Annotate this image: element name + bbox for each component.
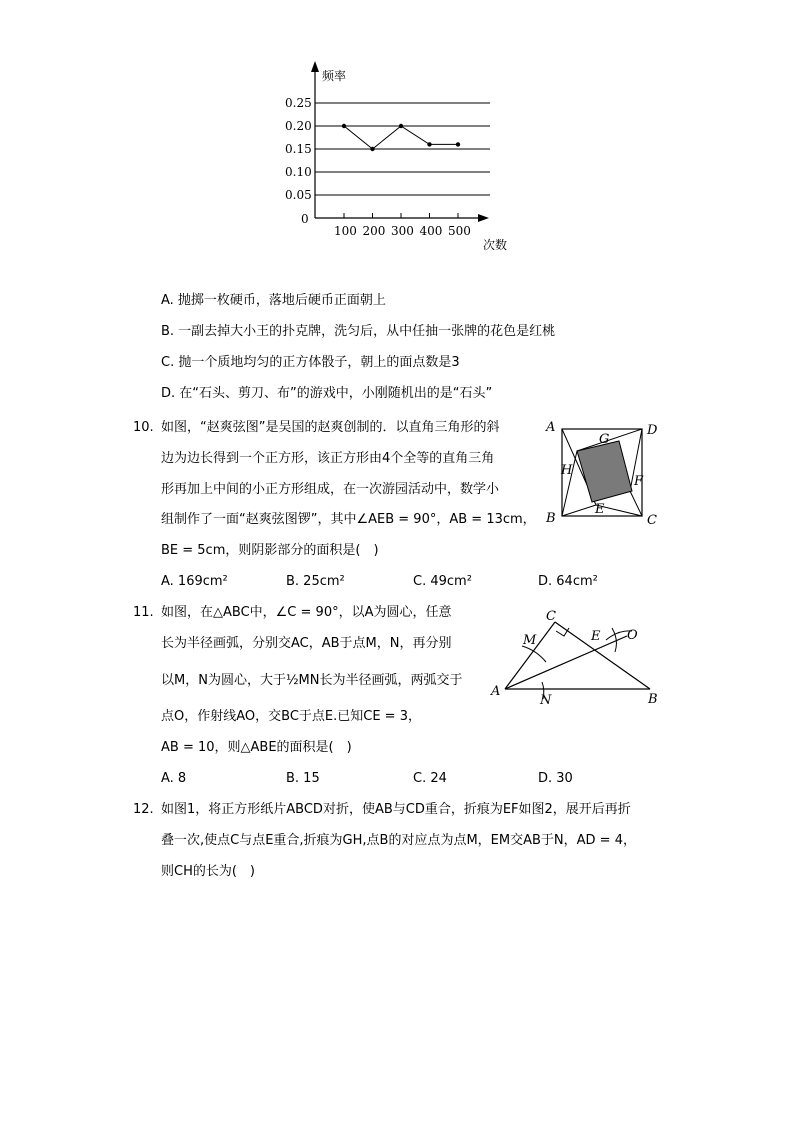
q10-text-line: 边为边长得到一个正方形，该正方形由4个全等的直角三角 (161, 451, 495, 466)
q12-text-line: 叠一次,使点C与点E重合,折痕为GH,点B的对应点为点M，EM交AB于N，AD = 4， (161, 833, 636, 848)
q11-number: 11. (133, 605, 154, 620)
q11-text-line: 如图，在△ABC中，∠C = 90°，以A为圆心，任意 (161, 605, 452, 620)
q9-option-b: B. 一副去掉大小王的扑克牌，洗匀后，从中任抽一张牌的花色是红桃 (161, 324, 556, 339)
q10-number: 10. (133, 420, 154, 435)
shaded-square (577, 441, 632, 502)
triangle-figure (485, 600, 665, 710)
x-tick-label: 500 (448, 224, 471, 238)
q10-option-c: C. 49cm² (413, 574, 472, 589)
label-o: O (627, 628, 638, 643)
y-tick-label: 0 (301, 212, 309, 226)
q12-text-line: 则CH的长为( ) (161, 864, 255, 879)
label-m: M (523, 633, 537, 648)
x-axis-label: 次数 (483, 238, 508, 252)
q11-text-line: 以M，N为圆心，大于½MN长为半径画弧，两弧交于 (161, 673, 463, 688)
x-axis-arrow (478, 214, 489, 222)
q10-option-d: D. 64cm² (538, 574, 598, 589)
q11-option-d: D. 30 (538, 771, 573, 786)
q9-option-a: A. 抛掷一枚硬币，落地后硬币正面朝上 (161, 293, 386, 308)
label-c: C (647, 513, 657, 528)
label-g: G (599, 432, 610, 447)
data-point (456, 142, 460, 146)
label-e: E (595, 502, 605, 517)
label-d: D (647, 423, 658, 438)
q12-text-line: 如图1，将正方形纸片ABCD对折，使AB与CD重合，折痕为EF如图2，展开后再折 (161, 802, 631, 817)
label-a: A (546, 420, 556, 435)
y-tick-label: 0.20 (285, 119, 312, 133)
data-point (342, 124, 346, 128)
data-point (370, 147, 374, 151)
q11-text-line: AB = 10，则△ABE的面积是( ) (161, 740, 352, 755)
q9-option-c: C. 抛一个质地均匀的正方体骰子，朝上的面点数是3 (161, 355, 460, 370)
q11-option-c: C. 24 (413, 771, 447, 786)
zhao-shuang-figure (540, 415, 665, 530)
q11-option-a: A. 8 (161, 771, 187, 786)
q12-number: 12. (133, 802, 154, 817)
y-axis-label: 频率 (322, 69, 347, 83)
q10-option-b: B. 25cm² (286, 574, 345, 589)
x-tick-label: 300 (391, 224, 414, 238)
label-n: N (540, 693, 552, 708)
q10-option-a: A. 169cm² (161, 574, 228, 589)
label-f: F (634, 474, 644, 489)
q10-text-line: 组制作了一面“赵爽弦图锣”，其中∠AEB = 90°，AB = 13cm， (161, 512, 536, 527)
label-h: H (561, 463, 573, 478)
data-point (427, 142, 431, 146)
q11-text-line: 长为半径画弧，分别交AC，AB于点M，N，再分别 (161, 636, 452, 651)
x-tick-label: 100 (334, 224, 357, 238)
label-c: C (546, 609, 556, 624)
y-tick-label: 0.25 (285, 96, 312, 110)
y-tick-label: 0.05 (285, 188, 312, 202)
q9-option-d: D. 在“石头、剪刀、布”的游戏中，小刚随机出的是“石头” (161, 386, 493, 401)
frequency-chart (270, 55, 530, 260)
y-axis-arrow (311, 61, 319, 72)
data-point (399, 124, 403, 128)
label-e: E (591, 629, 601, 644)
label-b: B (648, 692, 658, 707)
q10-text-line: 如图，“赵爽弦图”是吴国的赵爽创制的．以直角三角形的斜 (161, 420, 500, 435)
q11-option-b: B. 15 (286, 771, 320, 786)
y-tick-label: 0.10 (285, 165, 312, 179)
y-tick-label: 0.15 (285, 142, 312, 156)
q10-text-line: 形再加上中间的小正方形组成，在一次游园活动中，数学小 (161, 482, 500, 497)
q10-text-line: BE = 5cm，则阴影部分的面积是( ) (161, 543, 379, 558)
q11-text-line: 点O，作射线AO，交BC于点E.已知CE = 3， (161, 709, 421, 724)
label-a: A (491, 684, 501, 699)
series-line (344, 126, 458, 149)
x-tick-label: 400 (419, 224, 443, 238)
label-b: B (546, 511, 556, 526)
x-tick-label: 200 (362, 224, 386, 238)
